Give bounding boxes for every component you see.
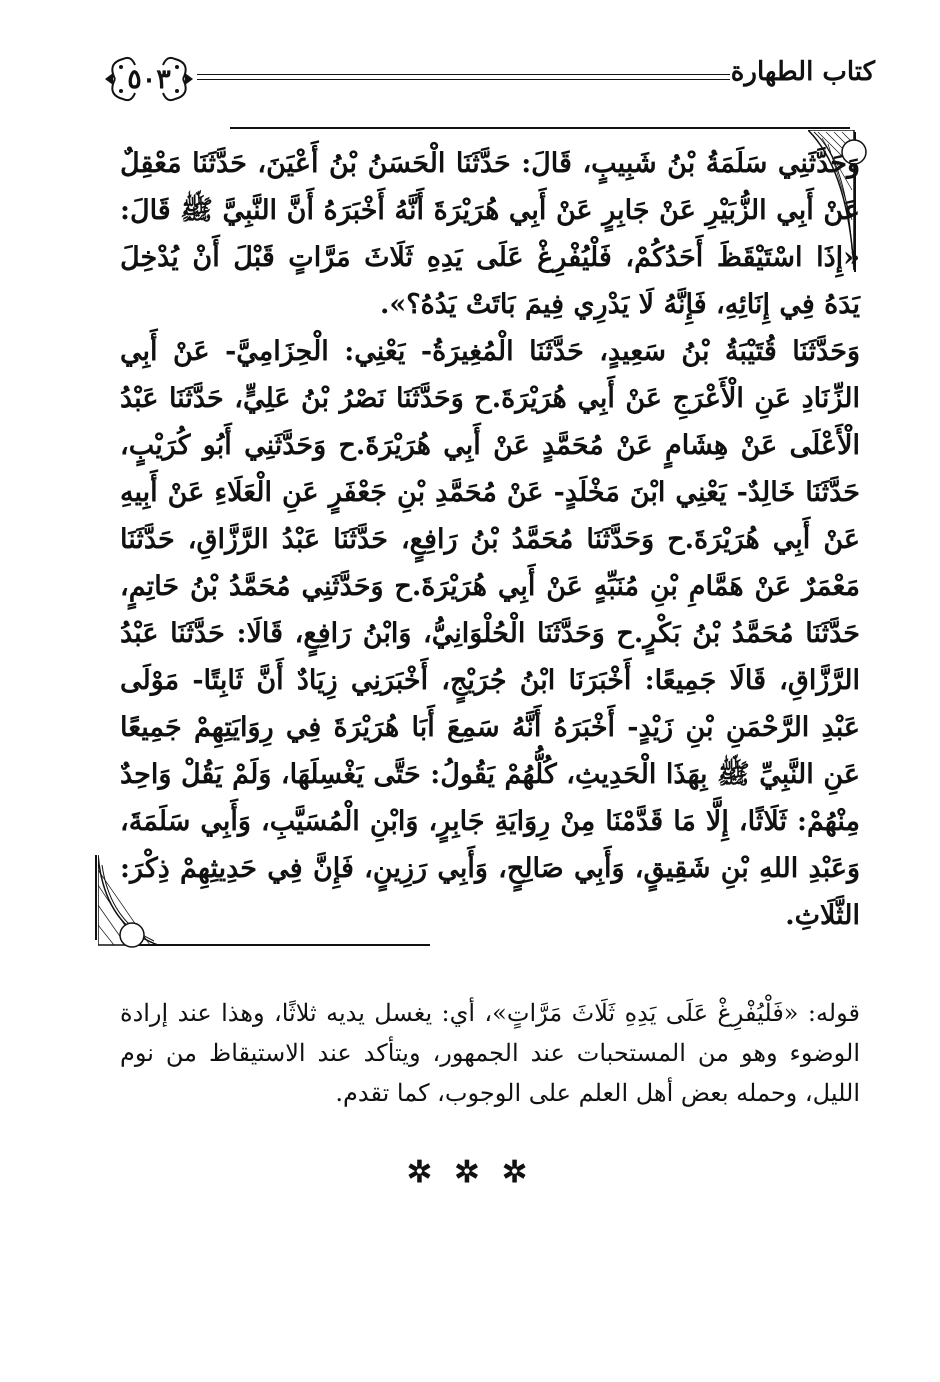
hadith-paragraph-1: وَحَدَّثَنِي سَلَمَةُ بْنُ شَبِيبٍ، قَالَ: حَدَّثَنَا الْحَسَنُ بْنُ أَعْيَنَ، حَدَّثَنَا مَعْقِلٌ عَنْ أَبِي الزُّبَيْرِ عَنْ جَابِرٍ عَنْ أَبِي هُرَيْرَةَ أَنَّهُ أَخْبَرَهُ أَنَّ النَّبِيَّ ﷺ قَالَ: «إِذَا اسْتَيْقَظَ أَحَدُكُمْ، فَلْيُفْرِغْ عَلَى يَدِهِ ثَلَاثَ مَرَّاتٍ قَبْلَ أَنْ يُدْخِلَ يَدَهُ فِي إِنَائِهِ، فَإِنَّهُ لَا يَدْرِي فِيمَ بَاتَتْ يَدُهُ؟». [120,148,860,320]
commentary-paragraph: قوله: «فَلْيُفْرِغْ عَلَى يَدِهِ ثَلَاثَ مَرَّاتٍ»، أي: يغسل يديه ثلاثًا، وهذا عند إرادة الوضوء وهو من المستحبات عند الجمهور، ويتأكد عند الاستيقاظ من نوم الليل، وحمله بعض أهل العلم على الوجوب، كما تقدم. [120,999,860,1107]
hadith-paragraph-2: وَحَدَّثَنَا قُتَيْبَةُ بْنُ سَعِيدٍ، حَدَّثَنَا الْمُغِيرَةُ- يَعْنِي: الْحِزَامِيَّ- عَنْ أَبِي الزِّنَادِ عَنِ الْأَعْرَجِ عَنْ أَبِي هُرَيْرَةَ.ح وَحَدَّثَنَا نَصْرُ بْنُ عَلِيٍّ، حَدَّثَنَا عَبْدُ الْأَعْلَى عَنْ هِشَامٍ عَنْ مُحَمَّدٍ عَنْ أَبِي هُرَيْرَةَ.ح وَحَدَّثَنِي أَبُو كُرَيْبٍ، حَدَّثَنَا خَالِدٌ- يَعْنِي ابْنَ مَخْلَدٍ- عَنْ مُحَمَّدِ بْنِ جَعْفَرٍ عَنِ الْعَلَاءِ عَنْ أَبِيهِ عَنْ أَبِي هُرَيْرَةَ.ح وَحَدَّثَنَا مُحَمَّدُ بْنُ رَافِعٍ، حَدَّثَنَا عَبْدُ الرَّزَّاقِ، حَدَّثَنَا مَعْمَرٌ عَنْ هَمَّامِ بْنِ مُنَبِّهٍ عَنْ أَبِي هُرَيْرَةَ.ح وَحَدَّثَنِي مُحَمَّدُ بْنُ حَاتِمٍ، حَدَّثَنَا مُحَمَّدُ بْنُ بَكْرٍ.ح وَحَدَّثَنَا الْحُلْوَانِيُّ، وَابْنُ رَافِعٍ، قَالَا: حَدَّثَنَا عَبْدُ الرَّزَّاقِ، قَالَا جَمِيعًا: أَخْبَرَنَا ابْنُ جُرَيْجٍ، أَخْبَرَنِي زِيَادٌ أَنَّ ثَابِتًا- مَوْلَى عَبْدِ الرَّحْمَنِ بْنِ زَيْدٍ- أَخْبَرَهُ أَنَّهُ سَمِعَ أَبَا هُرَيْرَةَ فِي رِوَايَتِهِمْ جَمِيعًا عَنِ النَّبِيِّ ﷺ بِهَذَا الْحَدِيثِ، كُلُّهُمْ يَقُولُ: حَتَّى يَغْسِلَهَا، وَلَمْ يَقُلْ وَاحِدٌ مِنْهُمْ: ثَلَاثًا، إِلَّا مَا قَدَّمْنَا مِنْ رِوَايَةِ جَابِرٍ، وَابْنِ الْمُسَيَّبِ، وَأَبِي سَلَمَةَ، وَعَبْدِ اللهِ بْنِ شَقِيقٍ، وَأَبِي صَالِحٍ، وَأَبِي رَزِينٍ، فَإِنَّ فِي حَدِيثِهِمْ ذِكْرَ: الثَّلَاثِ. [120,336,861,931]
frame-bottom-line [130,944,430,946]
hadith-text [120,140,860,939]
section-separator-stars: ✲ ✲ ✲ [406,1155,534,1190]
page-header [95,55,875,111]
page-number-badge [107,57,191,101]
ornament-frame-icon [101,53,197,105]
corner-ornament-icon [98,855,158,950]
header-rule [197,74,730,80]
frame-left-line [95,855,97,940]
page-number: ٥٠٣ [127,63,171,95]
book-title: كتاب الطهارة [730,57,875,87]
commentary-text [120,993,860,1113]
frame-top-line [230,127,850,129]
